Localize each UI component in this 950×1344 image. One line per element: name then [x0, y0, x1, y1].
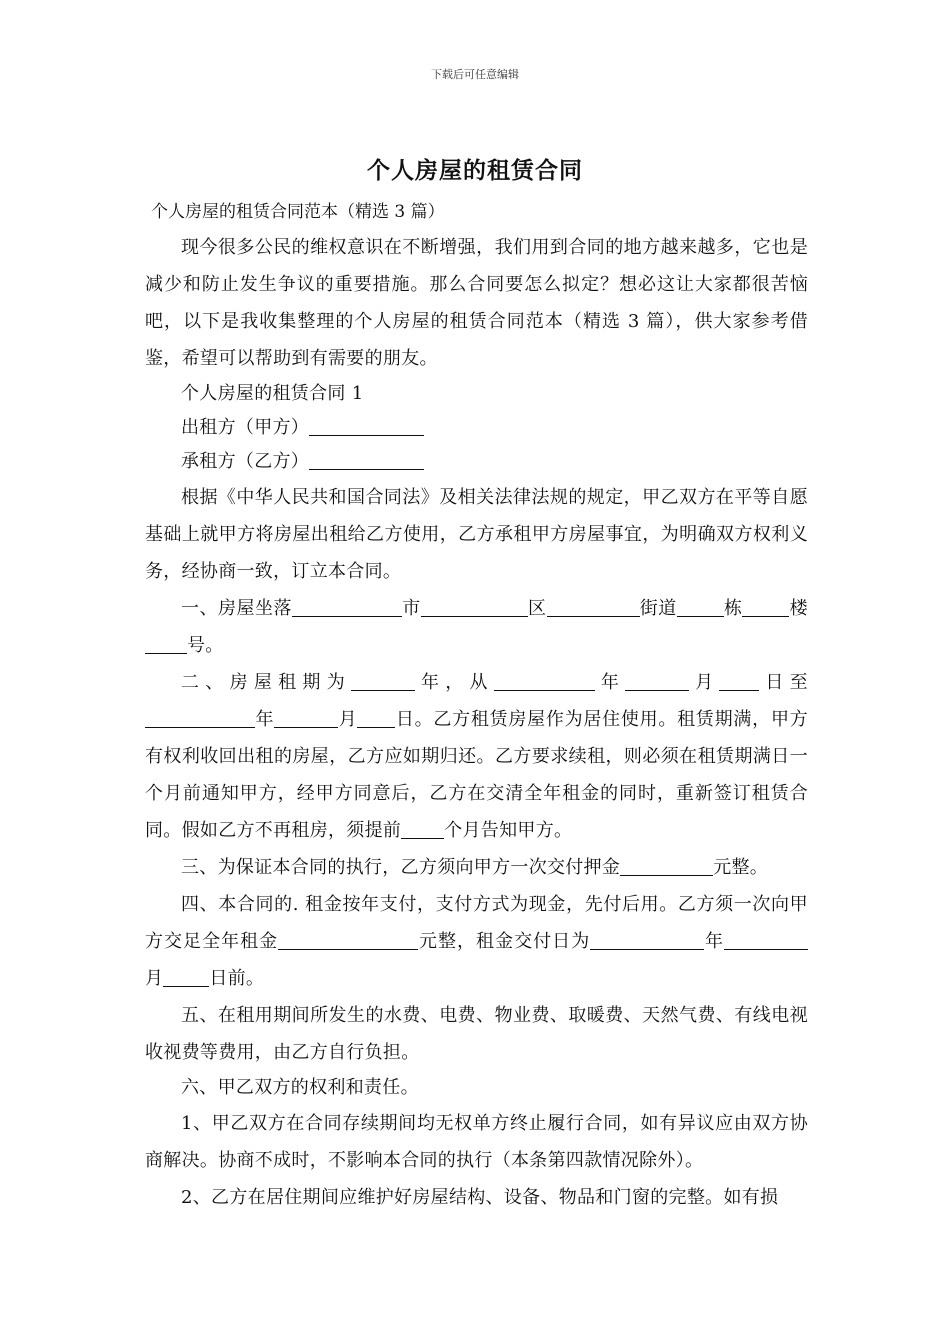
lessor-blank [309, 417, 424, 436]
document-subtitle: 个人房屋的租赁合同范本（精选 3 篇） [151, 202, 445, 222]
lessor-label: 出租方（甲方） [181, 417, 310, 438]
clause-6-item-1: 1、甲乙双方在合同存续期间均无权单方终止履行合同，如有异议应由双方协商解决。协商不成时，不影响本合同的执行（本条第四款情况除外）。 [145, 1113, 808, 1171]
clause-6: 六、甲乙双方的权利和责任。 [181, 1077, 419, 1098]
clause-1: 一、房屋坐落 市 区 街道 栋 楼号。 [145, 590, 808, 664]
lessee-line [145, 445, 808, 479]
intro-paragraph: 现今很多公民的维权意识在不断增强，我们用到合同的地方越来越多，它也是减少和防止发生争议的重要措施。那么合同要怎么拟定？想必这让大家都很苦恼吧，以下是我收集整理的个人房屋的租赁合同范本（精选 3 篇），供大家参考借鉴，希望可以帮助到有需要的朋友。 [145, 237, 808, 369]
document-title: 个人房屋的租赁合同 [367, 157, 583, 184]
clause-2: 二、房屋租期为 年，从 年 月 日至年 月 日。乙方租赁房屋作为居住使用。租赁期满，甲方有权利收回出租的房屋，乙方应如期归还。乙方要求续租，则必须在租赁期满日一个月前通知甲方，经甲方同意后，乙方在交清全年租金的同时，重新签订租赁合同。假如乙方不再租房，须提前 个月告知甲方。 [145, 672, 808, 841]
clause-6-item-2: 2、乙方在居住期间应维护好房屋结构、设备、物品和门窗的完整。如有损 [181, 1187, 779, 1208]
contract-heading: 个人房屋的租赁合同 1 [181, 383, 364, 404]
clause-5: 五、在租用期间所发生的水费、电费、物业费、取暖费、天然气费、有线电视收视费等费用，由乙方自行负担。 [145, 1005, 808, 1063]
document-body [145, 199, 808, 1216]
lessee-blank [309, 451, 424, 470]
preamble-paragraph: 根据《中华人民共和国合同法》及相关法律法规的规定，甲乙双方在平等自愿基础上就甲方将房屋出租给乙方使用，乙方承租甲方房屋事宜，为明确双方权利义务，经协商一致，订立本合同。 [145, 487, 808, 582]
lessor-line [145, 411, 808, 445]
lessee-label: 承租方（乙方） [181, 451, 310, 472]
header-note: 下载后可任意编辑 [431, 68, 519, 81]
clause-4: 四、本合同的. 租金按年支付，支付方式为现金，先付后用。乙方须一次向甲方交足全年租金 元整，租金交付日为 年月 日前。 [145, 894, 808, 989]
clause-3: 三、为保证本合同的执行，乙方须向甲方一次交付押金 元整。 [181, 857, 769, 878]
